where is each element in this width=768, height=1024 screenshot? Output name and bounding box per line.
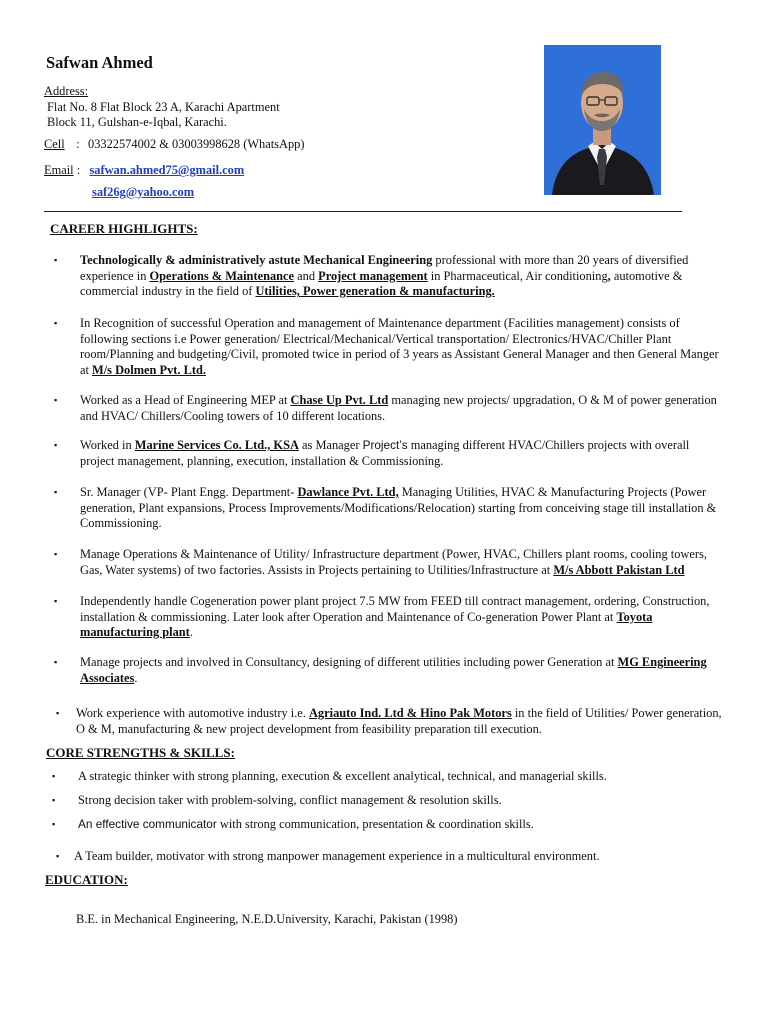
text-run: . — [189, 625, 193, 640]
bullet-icon: ▪ — [54, 318, 58, 328]
text-run: with strong communication, presentation & coordination skills. — [216, 817, 534, 831]
text-run: Sr. Manager (VP- Plant Engg. Department- — [80, 485, 298, 499]
email-link-yahoo[interactable]: saf26g@yahoo.com — [92, 184, 195, 199]
underlined-term: Chase Up Pvt. Ltd — [290, 393, 389, 407]
career-item-2 — [54, 316, 724, 378]
bullet-icon: ▪ — [56, 708, 60, 718]
core-strengths-heading: CORE STRENGTHS & SKILLS: — [46, 745, 235, 760]
career-item-2-text — [80, 316, 724, 378]
education-item-1: B.E. in Mechanical Engineering, N.E.D.University, Karachi, Pakistan (1998) — [76, 912, 458, 926]
bullet-icon: ▪ — [54, 440, 58, 450]
text-run: Work experience with automotive industry i.e. — [76, 706, 309, 720]
address-line-1: Flat No. 8 Flat Block 23 A, Karachi Apartment — [47, 99, 280, 114]
text-run: An effective communicator — [78, 817, 217, 831]
email-row-2 — [44, 185, 524, 201]
core-item-3-text — [78, 817, 722, 833]
education-heading: EDUCATION: — [45, 872, 128, 887]
career-item-9 — [56, 706, 726, 737]
bullet-icon: ▪ — [54, 657, 58, 667]
text-run: in the field of Utilities/ Power generation, O & M, manufacturing & new project development from feasibility preparation till execution. — [76, 706, 722, 736]
career-item-7-text — [80, 594, 724, 641]
career-item-3 — [54, 393, 724, 424]
bold-comma: , — [607, 268, 611, 283]
text-run: managing new projects/ upgradation, O & M of power generation and HVAC/ Chillers/Cooling towers of 10 different locations. — [80, 393, 717, 423]
text-run: Independently handle Cogeneration power plant project 7.5 MW from FEED till contract management, ordering, Construction, installation & commissioning. Later look after Operation and Maintenance of Co-generation Power Plant at — [80, 594, 710, 624]
portrait-photo — [544, 45, 661, 195]
core-item-2 — [52, 793, 722, 809]
text-run: Manage projects and involved in Consultancy, designing of different utilities including power Generation at — [80, 655, 618, 669]
text-run: managing different HVAC/Chillers projects with overall project management, planning, execution, installation & Commissioning. — [80, 438, 690, 468]
bullet-icon: ▪ — [54, 596, 58, 606]
career-item-5 — [54, 485, 724, 532]
career-item-1 — [54, 253, 724, 300]
underlined-term: Dawlance Pvt. Ltd, — [297, 485, 399, 499]
underlined-term: MG Engineering Associates — [80, 655, 707, 685]
bullet-icon: ▪ — [52, 819, 56, 829]
underlined-term: Project management — [318, 268, 428, 283]
bullet-icon: ▪ — [54, 487, 58, 497]
text-run: as Manager — [298, 438, 363, 452]
career-item-8 — [54, 655, 724, 686]
text-run: Worked in — [80, 438, 135, 452]
bullet-icon: ▪ — [54, 395, 58, 405]
career-item-1-text — [80, 253, 724, 300]
portrait-illustration — [544, 45, 661, 195]
core-item-1 — [52, 769, 722, 785]
core-item-2-text: Strong decision taker with problem-solving, conflict management & resolution skills. — [78, 793, 502, 807]
text-run: Manage Operations & Maintenance of Utility/ Infrastructure department (Power, HVAC, Chillers plant rooms, cooling towers, Gas, Water systems) of two factories. Assists in Projects pertaining to Utilities/Infrastructure at — [80, 547, 707, 577]
text-run: automotive & commercial industry in the field of — [80, 268, 683, 299]
text-run: professional with more than 20 years of diversified experience in — [80, 253, 689, 283]
header-divider — [44, 211, 682, 212]
career-item-4 — [54, 438, 724, 469]
underlined-term: M/s Abbott Pakistan Ltd — [553, 562, 685, 577]
underlined-term: Agriauto Ind. Ltd & Hino Pak Motors — [308, 706, 512, 720]
email-link-gmail[interactable]: safwan.ahmed75@gmail.com — [89, 163, 245, 178]
career-item-4-text — [80, 438, 724, 469]
career-item-6-text — [80, 547, 724, 578]
text-run: and — [294, 268, 319, 283]
core-item-4-text: A Team builder, motivator with strong manpower management experience in a multicultural environment. — [74, 849, 600, 863]
career-item-7 — [54, 594, 724, 641]
bullet-icon: ▪ — [56, 851, 60, 861]
email-label: Email — [44, 163, 74, 178]
cell-separator: : — [76, 136, 80, 151]
underlined-term: Operations & Maintenance — [149, 268, 295, 283]
career-item-5-text — [80, 485, 724, 532]
text-run: . — [134, 670, 138, 685]
address-label: Address: — [44, 84, 89, 98]
text-run: in Pharmaceutical, Air conditioning — [427, 268, 608, 283]
text-run: Worked as a Head of Engineering MEP at — [80, 393, 291, 407]
career-item-3-text — [80, 393, 724, 424]
contact-block — [44, 84, 524, 201]
bullet-icon: ▪ — [54, 255, 58, 265]
highlight-bold: Technologically & administratively astute Mechanical Engineering — [80, 253, 433, 267]
underlined-term: Utilities, Power generation & manufacturing. — [255, 284, 495, 299]
text-run: In Recognition of successful Operation and management of Maintenance department (Facilities management) consists of following sections i.e Power generation/ Electrical/Mechanical/Vertical transportation/ Electronics/HVAC/Chiller Plant room/Planning and budgeting/Civil, promoted twice in period of 3 years as Assistant General Manager and then General Manger at — [80, 316, 719, 377]
career-highlights-heading: CAREER HIGHLIGHTS: — [50, 221, 198, 236]
bullet-icon: ▪ — [54, 549, 58, 559]
cell-label: Cell — [44, 136, 65, 151]
cell-row — [44, 137, 524, 153]
candidate-name: Safwan Ahmed — [46, 53, 153, 72]
underlined-term: Toyota manufacturing plant — [80, 609, 653, 640]
core-item-1-text: A strategic thinker with strong planning, execution & excellent analytical, technical, and managerial skills. — [78, 769, 607, 783]
text-run: Project’s — [362, 438, 408, 452]
email-row — [44, 163, 524, 179]
career-item-9-text — [76, 706, 726, 737]
text-run: Managing Utilities, HVAC & Manufacturing Projects (Power generation, Plant expansions, Process Improvements/Modifications/Relocation) starting from conceiving stage till installation & Commissioning. — [80, 485, 717, 531]
underlined-term: Marine Services Co. Ltd., KSA — [134, 438, 299, 452]
underlined-term: M/s Dolmen Pvt. Ltd. — [92, 362, 206, 377]
career-item-8-text — [80, 655, 724, 686]
cell-value: 03322574002 & 03003998628 (WhatsApp) — [88, 136, 305, 151]
core-item-3 — [52, 817, 722, 833]
core-item-4 — [56, 849, 726, 865]
bullet-icon: ▪ — [52, 795, 56, 805]
bullet-icon: ▪ — [52, 771, 56, 781]
address-line-2: Block 11, Gulshan-e-Iqbal, Karachi. — [47, 115, 227, 130]
email-separator: : — [76, 163, 81, 178]
career-item-6 — [54, 547, 724, 578]
